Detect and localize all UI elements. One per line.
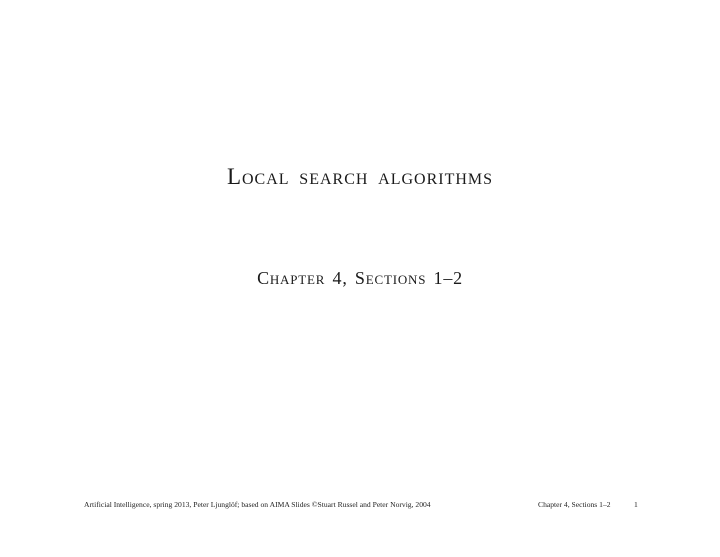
slide-title: Local search algorithms <box>226 164 494 189</box>
footer-page-number: 1 <box>634 500 638 509</box>
footer-section: Chapter 4, Sections 1–2 <box>538 500 611 509</box>
slide-subtitle: Chapter 4, Sections 1–2 <box>257 268 463 288</box>
slide-footer <box>0 500 720 514</box>
footer-credits: Artificial Intelligence, spring 2013, Peter Ljunglöf; based on AIMA Slides ©Stuart Russel and Peter Norvig, 2004 <box>84 500 431 509</box>
